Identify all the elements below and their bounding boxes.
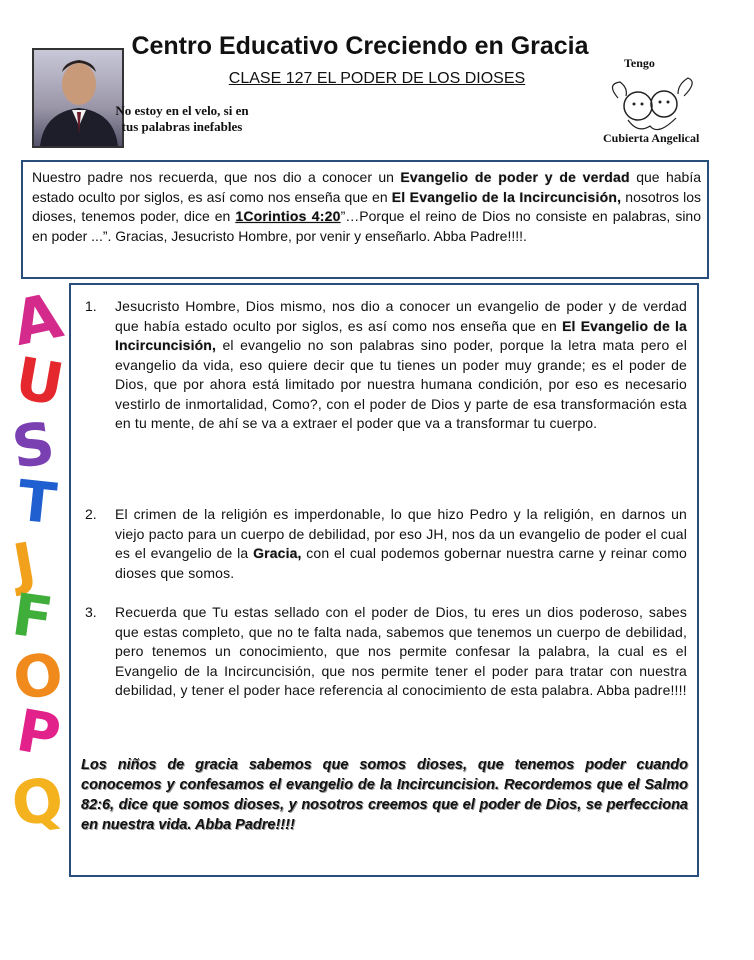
page-title: Centro Educativo Creciendo en Gracia (131, 32, 589, 60)
portrait-caption: No estoy en el velo, si en tus palabras inefables (115, 103, 249, 134)
intro-text: que había estado oculto por siglos, es así como nos enseña que en (32, 169, 701, 205)
side-letter: J (8, 530, 41, 599)
item-text (115, 505, 687, 583)
intro-text: Nuestro padre nos recuerda, que nos dio a conocer un (32, 169, 401, 185)
side-letter: Q (7, 764, 68, 841)
item-text (115, 297, 687, 434)
class-title: CLASE 127 EL PODER DE LOS DIOSES (228, 70, 526, 87)
side-letter: T (14, 468, 60, 538)
item-highlight: Gracia, (253, 545, 302, 561)
item-text-part: con el cual podemos gobernar nuestra carne y reinar como dioses que somos. (115, 545, 687, 581)
item-number: 3. (85, 604, 97, 620)
side-letter: S (7, 408, 59, 482)
item-text-part: Recuerda que Tu estas sellado con el poder de Dios, tu eres un dios poderoso, sabes que estas completo, que no te falta nada, sabemos que tenemos un cuerpo de debilidad, pero tenemos un conocimiento, que nos permite confesar la palabra, la cual es el Evangelio de la Incircuncisión, que nos permite tener el poder para tratar con nuestra debilidad, y tener el poder hace referencia al conocimiento de esta palabra. Abba padre!!!! (115, 604, 687, 698)
intro-reference: 1Corintios 4:20 (235, 208, 341, 224)
closing-statement: Los niños de gracia sabemos que somos dioses, que tenemos poder cuando conocemos y confesamos el evangelio de la Incircuncision. Recordemos que el Salmo 82:6, dice que somos dioses, y nosotros creemos que el poder de Dios, se perfecciona en nuestra vida. Abba Padre!!!! (81, 757, 688, 833)
side-letter: F (8, 580, 57, 654)
side-letter: A (6, 278, 69, 361)
item-number: 2. (85, 506, 97, 522)
intro-box (21, 160, 709, 279)
intro-text: nosotros los dioses, tenemos poder, dice en (32, 188, 702, 224)
item-text-part: El crimen de la religión es imperdonable, lo que hizo Pedro y la religión, en darnos un viejo pacto para un cuerpo de debilidad, por eso JH, nos da un evangelio de poder el cual es el evangelio de la (115, 506, 687, 561)
item-text-part: Jesucristo Hombre, Dios mismo, nos dio a conocer un evangelio de poder y de verdad que había estado oculto por siglos, es así como nos enseña que en (115, 298, 687, 334)
intro-text: ”…Porque el reino de Dios no consiste en palabras, sino en poder ...”. Gracias, Jesucristo Hombre, por venir y enseñarlo. Abba Padre!!!!. (32, 208, 702, 244)
intro-highlight: El Evangelio de la Incircuncisión, (391, 188, 622, 205)
side-letter: O (9, 639, 67, 713)
intro-highlight: Evangelio de poder y de verdad (400, 169, 630, 185)
side-letter: P (11, 696, 66, 771)
side-letter: U (10, 344, 69, 420)
item-number: 1. (85, 298, 97, 314)
portrait-photo (32, 48, 124, 148)
item-text-part: el evangelio no son palabras sino poder, porque la letra mata pero el evangelio da vida, eso quiere decir que tu tienes un poder muy grande; es el poder de Dios, que por ahora está limitado por nuestra humana condición, por eso es necesario vestirlo de inmortalidad, Como?, con el poder de Dios y parte de esa transformación esta en tu mente, de ahí se va a extraer el poder que va a transformar tu cuerpo. (115, 337, 687, 431)
item-highlight: El Evangelio de la Incircuncisión, (115, 317, 687, 353)
item-text (115, 603, 687, 701)
logo-top-text: Tengo (624, 56, 655, 70)
logo-bottom-text: Cubierta Angelical (603, 131, 700, 145)
main-content-box (69, 283, 699, 877)
